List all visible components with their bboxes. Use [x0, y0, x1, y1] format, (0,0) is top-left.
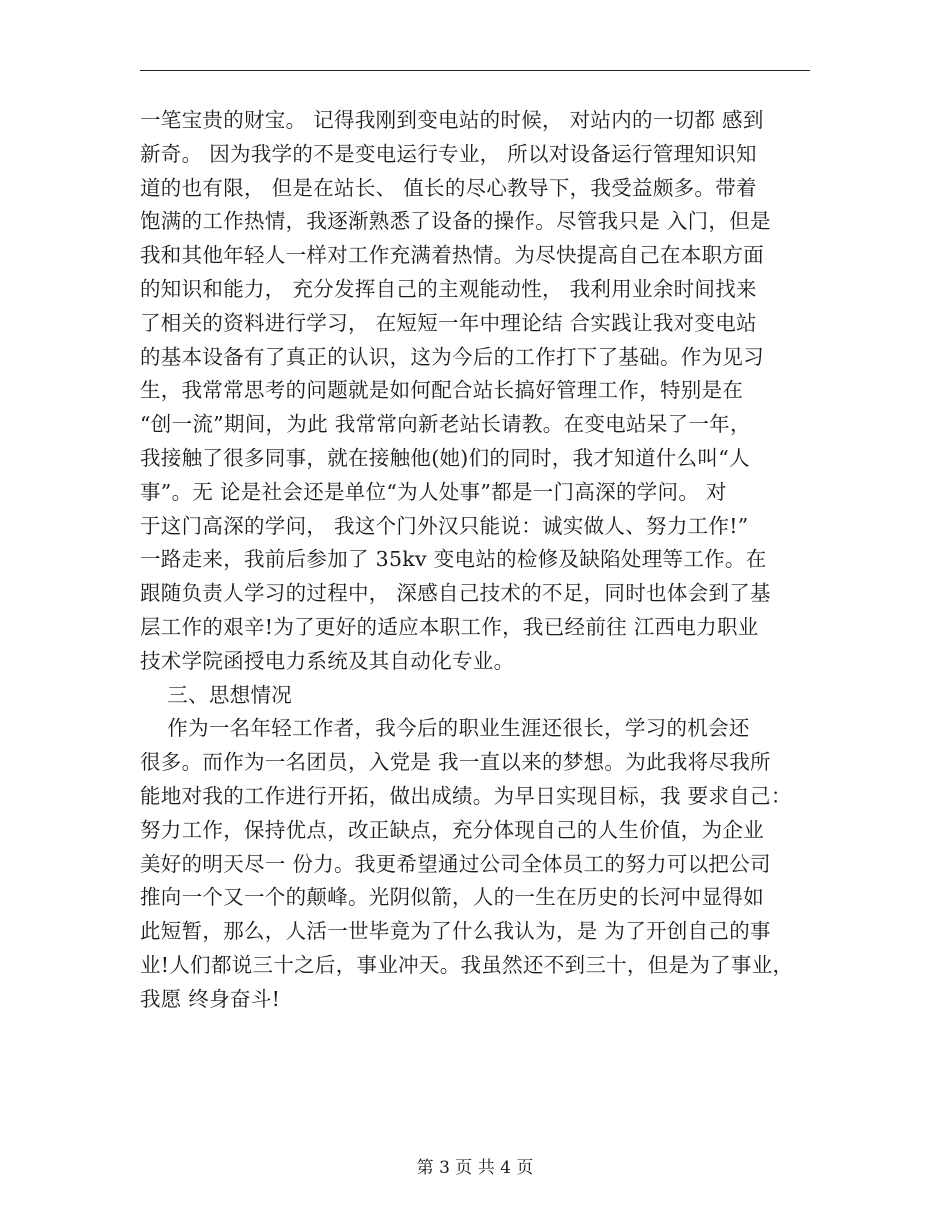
page-number: 第 3 页 共 4 页 [416, 1158, 534, 1178]
text-line: 我愿 终身奋斗! [140, 986, 281, 1011]
text-line: 的基本设备有了真正的认识，这为今后的工作打下了基础。作为见习 [140, 344, 764, 369]
text-line: 生，我常常思考的问题就是如何配合站长搞好管理工作，特别是在 [140, 378, 744, 403]
text-line: 事”。无 论是社会还是单位“为人处事”都是一门高深的学问。 对 [140, 479, 727, 504]
text-line: 了相关的资料进行学习， 在短短一年中理论结 合实践让我对变电站 [140, 310, 757, 335]
text-line: 业!人们都说三十之后，事业冲天。我虽然还不到三十，但是为了事业， [140, 952, 794, 977]
text-line: 于这门高深的学问， 我这个门外汉只能说：诚实做人、努力工作!” [140, 513, 749, 538]
text-line: 作为一名年轻工作者，我今后的职业生涯还很长，学习的机会还 [140, 716, 750, 741]
text-line: 此短暂，那么，人活一世毕竟为了什么我认为，是 为了开创自己的事 [140, 919, 771, 944]
text-line: 一笔宝贵的财宝。 记得我刚到变电站的时候， 对站内的一切都 感到 [140, 108, 764, 132]
text-line: 一路走来，我前后参加了 35kv 变电站的检修及缺陷处理等工作。在 [140, 547, 767, 572]
text-line: 能地对我的工作进行开拓，做出成绩。为早日实现目标，我 要求自己： [140, 783, 792, 808]
section-heading: 三、思想情况 [140, 682, 293, 707]
text-line: 新奇。 因为我学的不是变电运行专业， 所以对设备运行管理知识知 [140, 141, 757, 166]
text-line: 技术学院函授电力系统及其自动化专业。 [140, 648, 515, 673]
text-line: “创一流”期间，为此 我常常向新老站长请教。在变电站呆了一年， [140, 412, 751, 437]
document-body [140, 104, 840, 1017]
text-line: 道的也有限， 但是在站长、 值长的尽心教导下，我受益颇多。带着 [140, 175, 757, 200]
text-line: 饱满的工作热情，我逐渐熟悉了设备的操作。尽管我只是 入门，但是 [140, 209, 771, 234]
text-line: 层工作的艰辛!为了更好的适应本职工作，我已经前往 江西电力职业 [140, 614, 759, 639]
text-line: 我和其他年轻人一样对工作充满着热情。为尽快提高自己在本职方面 [140, 243, 764, 268]
text-line: 推向一个又一个的颠峰。光阴似箭，人的一生在历史的长河中显得如 [140, 885, 764, 910]
header-rule [140, 70, 810, 71]
text-line: 很多。而作为一名团员，入党是 我一直以来的梦想。为此我将尽我所 [140, 750, 771, 775]
text-line: 的知识和能力， 充分发挥自己的主观能动性， 我利用业余时间找来 [140, 276, 757, 301]
text-line: 跟随负责人学习的过程中， 深感自己技术的不足，同时也体会到了基 [140, 581, 771, 606]
text-line: 美好的明天尽一 份力。我更希望通过公司全体员工的努力可以把公司 [140, 851, 771, 876]
text-line: 我接触了很多同事，就在接触他(她)们的同时，我才知道什么叫“人 [140, 445, 750, 470]
text-line: 努力工作，保持优点，改正缺点，充分体现自己的人生价值，为企业 [140, 817, 764, 842]
